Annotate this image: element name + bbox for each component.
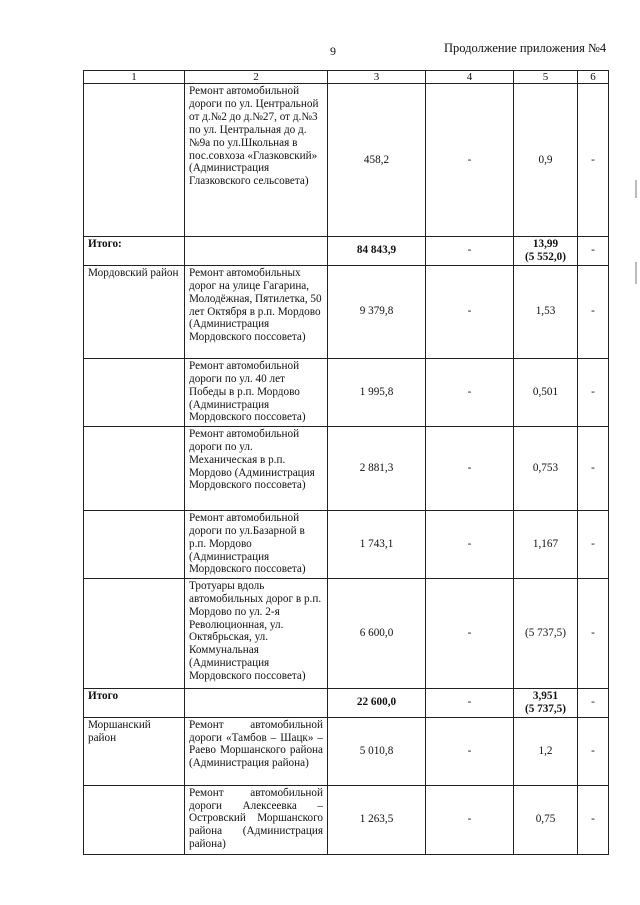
appendix-title: Продолжение приложения №4 bbox=[444, 41, 607, 55]
length-value: 3,951 bbox=[532, 689, 559, 702]
col6-cell: - bbox=[578, 237, 609, 266]
amount-cell: 9 379,8 bbox=[328, 265, 426, 358]
length-value: 0,501 bbox=[532, 385, 559, 398]
column-number-row bbox=[84, 71, 609, 84]
column-number: 6 bbox=[578, 71, 609, 84]
col4-cell: - bbox=[426, 84, 514, 237]
table-row bbox=[84, 358, 609, 426]
amount-cell: 5 010,8 bbox=[328, 717, 426, 785]
work-description bbox=[185, 688, 328, 717]
work-description: Тротуары вдоль автомобильных дорог в р.п. Мордово по ул. 2-я Революционная, ул. Октябрьская, ул. Коммунальная (Администрация Мордовского поссовета) bbox=[185, 578, 328, 688]
length-value: 13,99 bbox=[532, 238, 559, 250]
district-cell bbox=[84, 358, 185, 426]
col6-cell: - bbox=[578, 510, 609, 578]
total-label: Итого: bbox=[84, 237, 185, 266]
col4-cell: - bbox=[426, 578, 514, 688]
work-description: Ремонт автомобильной дороги по ул.Базарной в р.п. Мордово (Администрация Мордовского поссовета) bbox=[185, 510, 328, 578]
amount-cell: 22 600,0 bbox=[328, 688, 426, 717]
col6-cell: - bbox=[578, 578, 609, 688]
district-cell: Моршанский район bbox=[84, 717, 185, 785]
length-value: 1,53 bbox=[535, 305, 556, 318]
col4-cell: - bbox=[426, 717, 514, 785]
district-cell bbox=[84, 510, 185, 578]
column-number: 4 bbox=[426, 71, 514, 84]
length-cell bbox=[514, 237, 578, 266]
length-value: 1,2 bbox=[538, 744, 553, 757]
district-cell: Мордовский район bbox=[84, 265, 185, 358]
amount-cell: 1 743,1 bbox=[328, 510, 426, 578]
length-value: (5 737,5) bbox=[524, 626, 566, 639]
table-row bbox=[84, 426, 609, 510]
col4-cell: - bbox=[426, 510, 514, 578]
district-cell bbox=[84, 84, 185, 237]
work-description: Ремонт автомобильной дороги по ул. 40 лет Победы в р.п. Мордово (Администрация Мордовского поссовета) bbox=[185, 358, 328, 426]
length-subvalue: (5 737,5) bbox=[524, 702, 566, 715]
total-row bbox=[84, 237, 609, 266]
col6-cell: - bbox=[578, 358, 609, 426]
table-row bbox=[84, 578, 609, 688]
work-description: Ремонт автомобильной дороги по ул. Центральной от д.№2 до д.№27, от д.№3 по ул. Центральная до д.№9а по ул.Школьная в пос.совхоза «Глазковский» (Администрация Глазковского сельсовета) bbox=[185, 84, 328, 237]
column-number: 5 bbox=[514, 71, 578, 84]
length-cell bbox=[514, 510, 578, 578]
amount-cell: 1 995,8 bbox=[328, 358, 426, 426]
district-cell bbox=[84, 426, 185, 510]
work-description: Ремонт автомобильных дорог на улице Гагарина, Молодёжная, Пятилетка, 50 лет Октября в р.п. Мордово (Администрация Мордовского поссовета) bbox=[185, 265, 328, 358]
work-description: Ремонт автомобильной дороги Алексеевка – Островский Моршанского района (Администрация района) bbox=[185, 785, 328, 854]
column-number: 1 bbox=[84, 71, 185, 84]
length-value: 1,167 bbox=[532, 537, 559, 550]
district-cell bbox=[84, 785, 185, 854]
amount-cell: 1 263,5 bbox=[328, 785, 426, 854]
col4-cell: - bbox=[426, 688, 514, 717]
amount-cell: 2 881,3 bbox=[328, 426, 426, 510]
table-row bbox=[84, 510, 609, 578]
length-cell bbox=[514, 688, 578, 717]
total-label: Итого bbox=[84, 688, 185, 717]
district-cell bbox=[84, 578, 185, 688]
length-value: 0,753 bbox=[532, 461, 559, 474]
length-cell bbox=[514, 84, 578, 237]
work-description: Ремонт автомобильной дороги по ул. Механическая в р.п. Мордово (Администрация Мордовского поссовета) bbox=[185, 426, 328, 510]
col4-cell: - bbox=[426, 785, 514, 854]
amount-cell: 84 843,9 bbox=[328, 237, 426, 266]
col4-cell: - bbox=[426, 237, 514, 266]
amount-cell: 6 600,0 bbox=[328, 578, 426, 688]
length-cell bbox=[514, 785, 578, 854]
works-table bbox=[83, 70, 609, 855]
length-cell bbox=[514, 717, 578, 785]
col6-cell: - bbox=[578, 785, 609, 854]
col4-cell: - bbox=[426, 358, 514, 426]
length-cell bbox=[514, 358, 578, 426]
col6-cell: - bbox=[578, 688, 609, 717]
length-value: 0,75 bbox=[535, 813, 556, 826]
length-cell bbox=[514, 426, 578, 510]
length-cell bbox=[514, 578, 578, 688]
col4-cell: - bbox=[426, 426, 514, 510]
work-description bbox=[185, 237, 328, 266]
work-description: Ремонт автомобильной дороги «Тамбов – Шацк» – Раево Моршанского района (Администрация района) bbox=[185, 717, 328, 785]
table-row bbox=[84, 717, 609, 785]
amount-cell: 458,2 bbox=[328, 84, 426, 237]
scan-edge-mark bbox=[635, 180, 637, 198]
length-subvalue: (5 552,0) bbox=[524, 250, 566, 263]
column-number: 3 bbox=[328, 71, 426, 84]
column-number: 2 bbox=[185, 71, 328, 84]
length-cell bbox=[514, 265, 578, 358]
col4-cell: - bbox=[426, 265, 514, 358]
total-row bbox=[84, 688, 609, 717]
length-value: 0,9 bbox=[538, 153, 553, 166]
table-row bbox=[84, 265, 609, 358]
col6-cell: - bbox=[578, 717, 609, 785]
col6-cell: - bbox=[578, 84, 609, 237]
col6-cell: - bbox=[578, 265, 609, 358]
table-row bbox=[84, 785, 609, 854]
page-number: 9 bbox=[330, 44, 336, 58]
scan-edge-mark bbox=[635, 262, 637, 284]
col6-cell: - bbox=[578, 426, 609, 510]
table-row bbox=[84, 84, 609, 237]
